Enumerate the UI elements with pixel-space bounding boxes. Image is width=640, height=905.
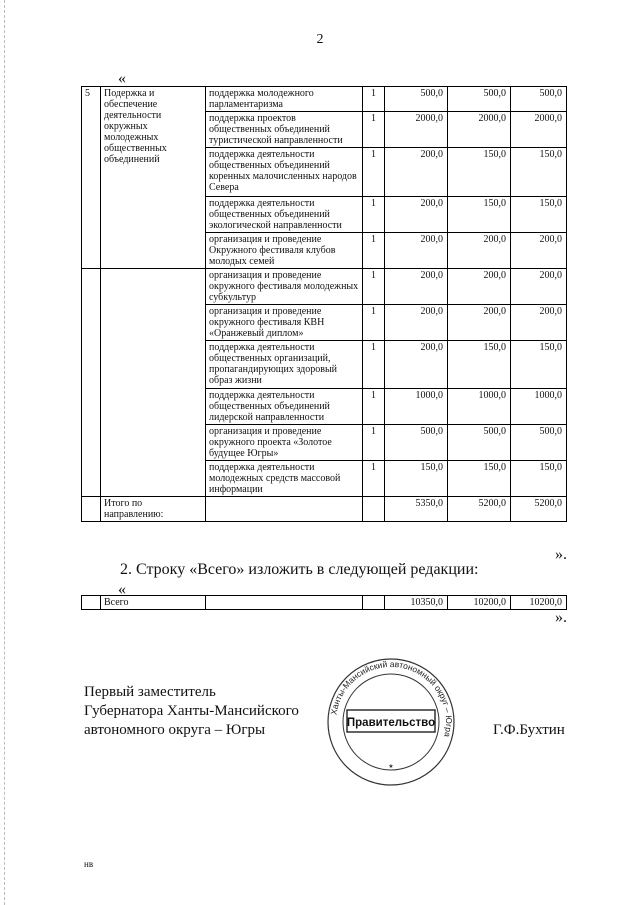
value-cell-2: 2000,0 [448, 112, 511, 148]
opening-quote-2: « [118, 581, 126, 598]
value-cell-3: 500,0 [511, 425, 567, 461]
opening-quote: « [118, 70, 126, 87]
value-cell-1: 200,0 [385, 305, 448, 341]
value-cell-3: 200,0 [511, 269, 567, 305]
value-cell-1: 200,0 [385, 269, 448, 305]
vsego-row [82, 596, 567, 610]
value-cell-2: 200,0 [448, 305, 511, 341]
total-empty-cell [363, 497, 385, 522]
unit-cell: 1 [363, 389, 385, 425]
activity-cell: поддержка деятельности общественных объединений коренных малочисленных народов Севера [206, 148, 363, 197]
value-cell-1: 200,0 [385, 233, 448, 269]
value-cell-3: 500,0 [511, 87, 567, 112]
unit-cell: 1 [363, 148, 385, 197]
value-cell-2: 150,0 [448, 461, 511, 497]
table-row [82, 269, 567, 305]
value-cell-1: 2000,0 [385, 112, 448, 148]
total-row [82, 497, 567, 522]
row-number: 5 [82, 87, 101, 269]
activity-cell: поддержка деятельности общественных объединений экологической направленности [206, 197, 363, 233]
svg-text:★: ★ [388, 764, 394, 770]
signatory-name: Г.Ф.Бухтин [493, 722, 565, 738]
funding-table [81, 86, 567, 522]
direction-name: Подержка и обеспечение деятельности окружных молодежных общественных объединений [101, 87, 206, 269]
activity-cell: организация и проведение окружного фестиваля молодежных субкультур [206, 269, 363, 305]
value-cell-3: 150,0 [511, 197, 567, 233]
value-cell-3: 150,0 [511, 341, 567, 389]
activity-cell: организация и проведение Окружного фестиваля клубов молодых семей [206, 233, 363, 269]
value-cell-2: 150,0 [448, 341, 511, 389]
value-cell-2: 500,0 [448, 425, 511, 461]
total-label: Итого по направлению: [101, 497, 206, 522]
total-value-3: 5200,0 [511, 497, 567, 522]
value-cell-2: 200,0 [448, 269, 511, 305]
funding-table-body [82, 87, 567, 522]
svg-text:Правительство: Правительство [346, 717, 436, 729]
signatory-line-1: Первый заместитель [84, 684, 216, 700]
value-cell-3: 200,0 [511, 305, 567, 341]
unit-cell: 1 [363, 341, 385, 389]
signatory-line-3: автономного округа – Югры [84, 722, 266, 738]
total-empty-cell [82, 497, 101, 522]
total-empty-cell [206, 497, 363, 522]
value-cell-1: 500,0 [385, 425, 448, 461]
unit-cell: 1 [363, 425, 385, 461]
activity-cell: поддержка молодежного парламентаризма [206, 87, 363, 112]
activity-cell: организация и проведение окружного проекта «Золотое будущее Югры» [206, 425, 363, 461]
value-cell-2: 150,0 [448, 148, 511, 197]
total-value-1: 5350,0 [385, 497, 448, 522]
unit-cell: 1 [363, 197, 385, 233]
signatory-title [84, 683, 299, 740]
empty-cell [101, 269, 206, 497]
table-row [82, 87, 567, 112]
value-cell-1: 200,0 [385, 341, 448, 389]
vsego-table [81, 595, 567, 610]
vsego-value-2: 10200,0 [448, 596, 511, 610]
unit-cell: 1 [363, 233, 385, 269]
value-cell-3: 150,0 [511, 461, 567, 497]
value-cell-2: 500,0 [448, 87, 511, 112]
value-cell-1: 150,0 [385, 461, 448, 497]
activity-cell: организация и проведение окружного фестиваля КВН «Оранжевый диплом» [206, 305, 363, 341]
value-cell-2: 1000,0 [448, 389, 511, 425]
empty-cell [82, 269, 101, 497]
value-cell-3: 150,0 [511, 148, 567, 197]
vsego-empty-cell [363, 596, 385, 610]
total-value-2: 5200,0 [448, 497, 511, 522]
page-margin-line [4, 0, 5, 905]
value-cell-1: 1000,0 [385, 389, 448, 425]
vsego-label: Всего [101, 596, 206, 610]
value-cell-2: 150,0 [448, 197, 511, 233]
activity-cell: поддержка деятельности общественных объединений лидерской направленности [206, 389, 363, 425]
value-cell-3: 1000,0 [511, 389, 567, 425]
signatory-line-2: Губернатора Ханты-Мансийского [84, 703, 299, 719]
page-number: 2 [316, 32, 324, 47]
closing-quote-2: ». [555, 609, 567, 626]
vsego-empty-cell [82, 596, 101, 610]
svg-text:Ханты-Мансийский автономный ок: Ханты-Мансийский автономный округ – Югра [328, 658, 455, 739]
activity-cell: поддержка проектов общественных объединений туристической направленности [206, 112, 363, 148]
vsego-value-1: 10350,0 [385, 596, 448, 610]
value-cell-1: 200,0 [385, 197, 448, 233]
unit-cell: 1 [363, 269, 385, 305]
value-cell-1: 500,0 [385, 87, 448, 112]
unit-cell: 1 [363, 461, 385, 497]
value-cell-3: 2000,0 [511, 112, 567, 148]
value-cell-1: 200,0 [385, 148, 448, 197]
closing-quote-1: ». [555, 546, 567, 563]
vsego-value-3: 10200,0 [511, 596, 567, 610]
value-cell-2: 200,0 [448, 233, 511, 269]
unit-cell: 1 [363, 87, 385, 112]
vsego-empty-cell [206, 596, 363, 610]
value-cell-3: 200,0 [511, 233, 567, 269]
footer-mark: нв [84, 859, 94, 869]
activity-cell: поддержка деятельности молодежных средств массовой информации [206, 461, 363, 497]
amendment-text: 2. Строку «Всего» изложить в следующей редакции: [120, 561, 479, 578]
official-seal [325, 656, 457, 788]
unit-cell: 1 [363, 305, 385, 341]
unit-cell: 1 [363, 112, 385, 148]
activity-cell: поддержка деятельности общественных организаций, пропагандирующих здоровый образ жизни [206, 341, 363, 389]
